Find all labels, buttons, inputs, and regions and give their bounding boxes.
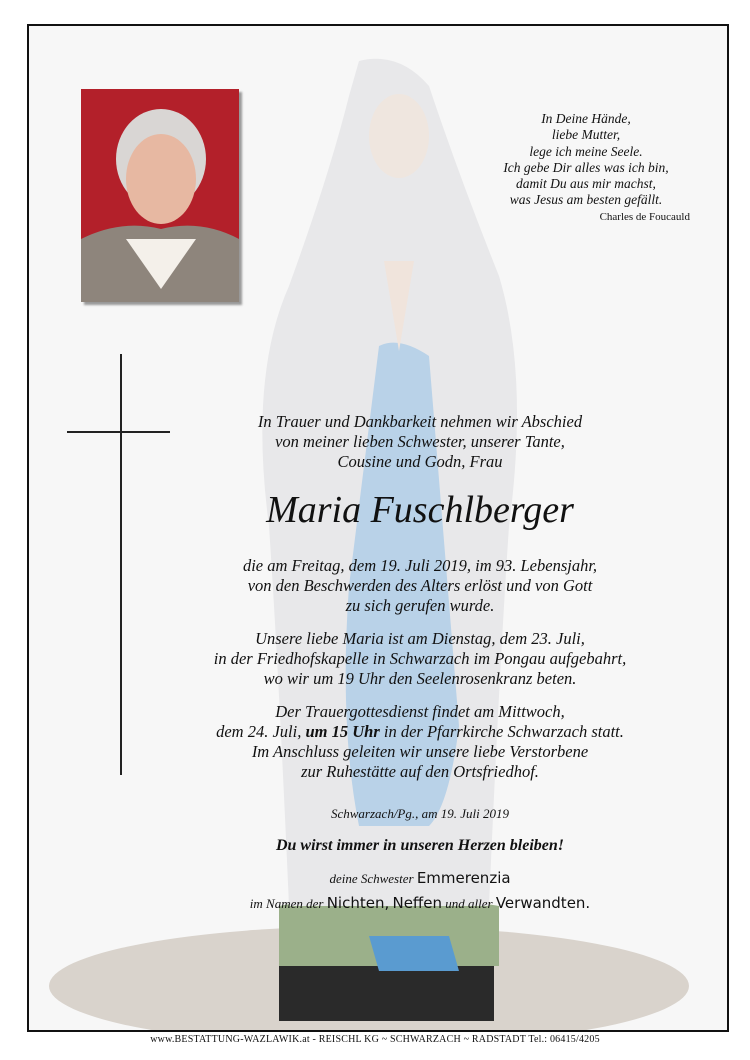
funeral-text bbox=[180, 702, 660, 782]
intro-line: von meiner lieben Schwester, unserer Tante, bbox=[275, 432, 565, 451]
mourner-group: Neffen bbox=[392, 894, 443, 912]
mourners bbox=[180, 866, 660, 916]
mourner-name: Emmerenzia bbox=[416, 869, 511, 887]
poem-line: was Jesus am besten gefällt. bbox=[509, 192, 663, 208]
poem-line: liebe Mutter, bbox=[551, 127, 621, 143]
poem-line: Ich gebe Dir alles was ich bin, bbox=[503, 159, 669, 175]
death-line: zu sich gerufen wurde. bbox=[345, 596, 495, 615]
funeral-line: Der Trauergottesdienst findet am Mittwoch, bbox=[275, 702, 565, 721]
funeral-line: Im Anschluss geleiten wir unsere liebe Verstorbene bbox=[251, 742, 589, 761]
viewing-line: Unsere liebe Maria ist am Dienstag, dem 23. Juli, bbox=[255, 629, 585, 648]
death-line: von den Beschwerden des Alters erlöst und von Gott bbox=[247, 576, 593, 595]
cross-horizontal bbox=[67, 431, 170, 433]
poem-line: In Deine Hände, bbox=[541, 111, 631, 126]
intro-text bbox=[180, 412, 660, 472]
intro-line: Cousine und Godn, Frau bbox=[337, 452, 503, 471]
funeral-location: in der Pfarrkirche Schwarzach statt. bbox=[383, 722, 624, 741]
viewing-text bbox=[180, 629, 660, 689]
poem-line: damit Du aus mir machst, bbox=[516, 176, 656, 192]
poem-author: Charles de Foucauld bbox=[599, 210, 690, 223]
viewing-line: wo wir um 19 Uhr den Seelenrosenkranz beten. bbox=[263, 669, 577, 688]
funeral-line: zur Ruhestätte auf den Ortsfriedhof. bbox=[301, 762, 539, 781]
deceased-name: Maria Fuschlberger bbox=[266, 489, 574, 531]
poem-line: lege ich meine Seele. bbox=[529, 143, 643, 159]
intro-line: In Trauer und Dankbarkeit nehmen wir Abschied bbox=[257, 412, 583, 431]
motto: Du wirst immer in unseren Herzen bleiben! bbox=[275, 837, 565, 854]
poem bbox=[480, 111, 692, 225]
mourner-label: im Namen der bbox=[249, 896, 324, 911]
death-line: die am Freitag, dem 19. Juli 2019, im 93. Lebensjahr, bbox=[242, 556, 598, 575]
mourner-group: Verwandten. bbox=[495, 894, 591, 912]
viewing-line: in der Friedhofskapelle in Schwarzach im Pongau aufgebahrt, bbox=[213, 649, 627, 668]
place-date: Schwarzach/Pg., am 19. Juli 2019 bbox=[330, 806, 509, 821]
portrait-photo bbox=[81, 89, 239, 302]
footer-undertaker: www.BESTATTUNG-WAZLAWIK.at - REISCHL KG ~ SCHWARZACH ~ RADSTADT Tel.: 06415/4205 bbox=[150, 1034, 600, 1045]
death-text bbox=[180, 556, 660, 616]
cross-vertical bbox=[120, 354, 122, 775]
funeral-date: dem 24. Juli, bbox=[216, 722, 302, 741]
funeral-line bbox=[180, 722, 660, 742]
mourner-label: deine Schwester bbox=[329, 871, 414, 886]
mourner-label: und aller bbox=[445, 896, 493, 911]
funeral-time: um 15 Uhr bbox=[305, 722, 380, 741]
mourner-group: Nichten, bbox=[326, 894, 390, 912]
